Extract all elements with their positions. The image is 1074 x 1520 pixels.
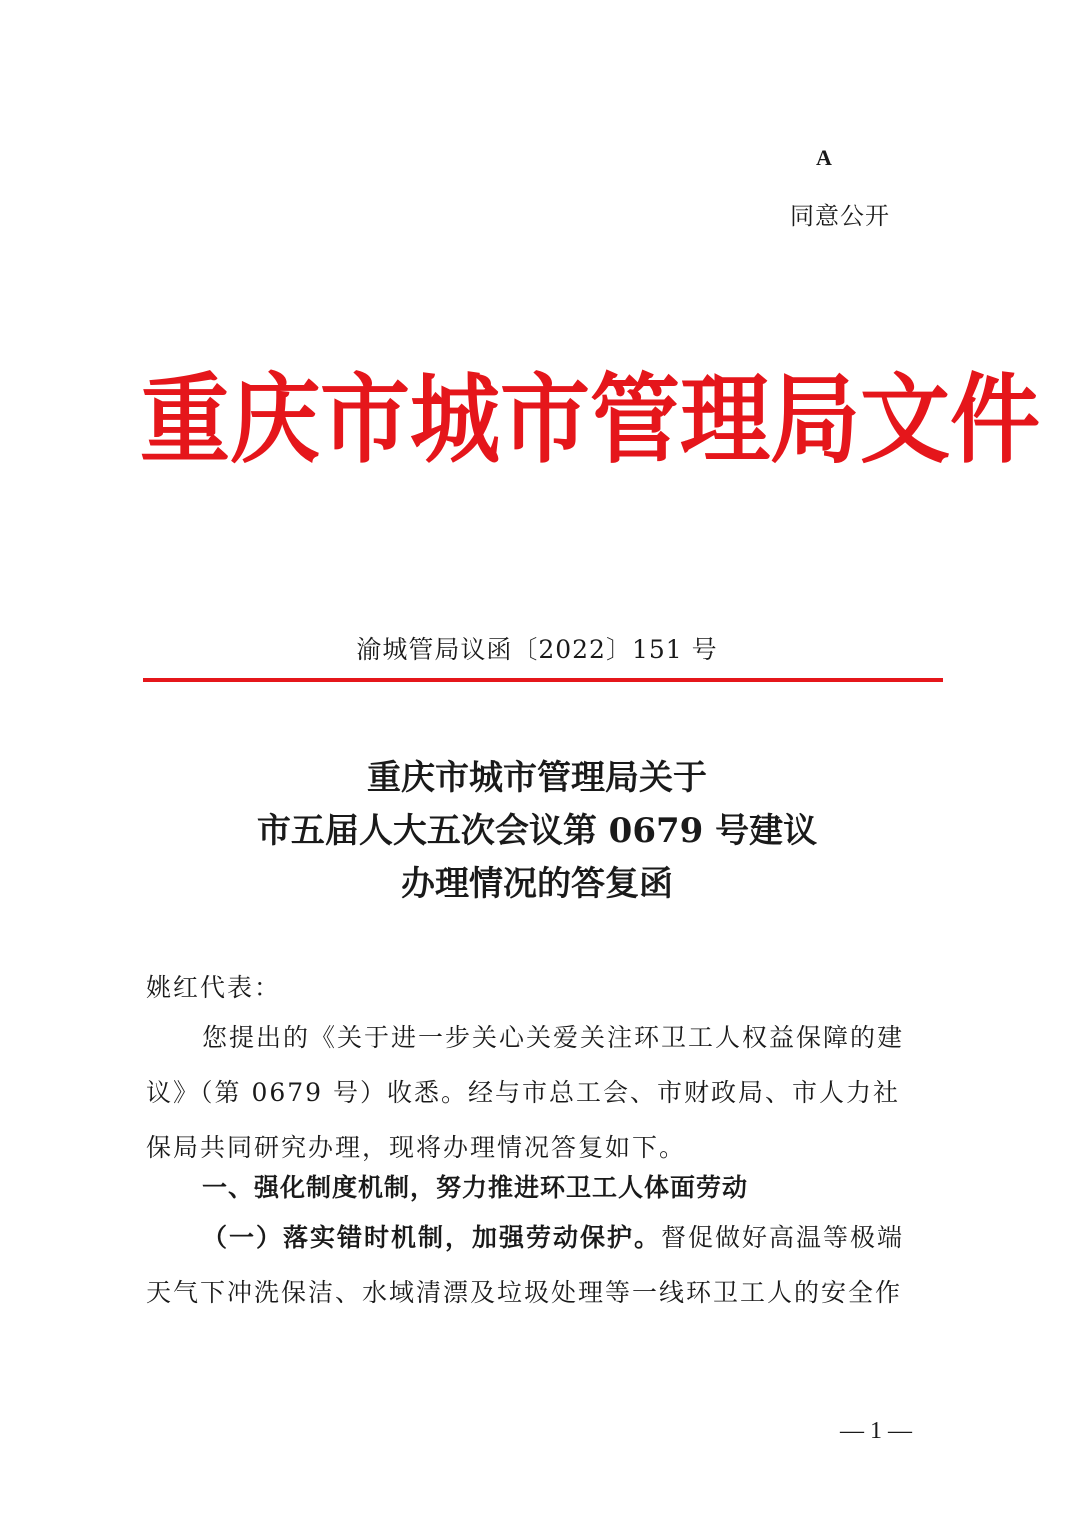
document-grade: A (816, 145, 832, 170)
paragraph-2 (146, 1210, 942, 1320)
red-masthead (140, 355, 1040, 485)
masthead-char: 市 (500, 362, 590, 478)
document-number: 渝城管局议函〔2022〕151 号 (356, 635, 718, 664)
masthead-char: 庆 (230, 362, 320, 478)
paragraph-1 (146, 1010, 942, 1175)
disclosure-status: 同意公开 (790, 202, 890, 230)
paragraph-1-line-3: 保局共同研究办理，现将办理情况答复如下。 (146, 1133, 687, 1162)
page-number: — 1 — (840, 1418, 912, 1444)
masthead-char: 管 (590, 362, 680, 478)
masthead-char: 城 (410, 362, 500, 478)
paragraph-2-line-1 (146, 1210, 942, 1265)
title-line-1: 重庆市城市管理局关于 (367, 758, 707, 798)
salutation: 姚红代表： (146, 973, 282, 1002)
section-heading-1: 一、强化制度机制，努力推进环卫工人体面劳动 (202, 1173, 749, 1202)
paragraph-1-line-2: 议》（第 0679 号）收悉。经与市总工会、市财政局、市人力社 (146, 1078, 901, 1107)
red-divider-line (143, 678, 943, 682)
paragraph-2-line-2: 天气下冲洗保洁、水域清漂及垃圾处理等一线环卫工人的安全作 (146, 1278, 903, 1307)
masthead-char: 重 (140, 362, 230, 478)
paragraph-1-line-1: 您提出的《关于进一步关心关爱关注环卫工人权益保障的建 (202, 1023, 905, 1052)
paragraph-2-line-1-rest: 督促做好高温等极端 (661, 1223, 905, 1252)
title-line-3: 办理情况的答复函 (401, 864, 673, 904)
masthead-char: 文 (860, 362, 950, 478)
paragraph-2-lead: （一）落实错时机制，加强劳动保护。 (202, 1223, 662, 1252)
masthead-char: 市 (320, 362, 410, 478)
masthead-char: 理 (680, 362, 770, 478)
masthead-char: 件 (950, 362, 1040, 478)
title-line-2: 市五届人大五次会议第 0679 号建议 (256, 811, 818, 851)
document-title (0, 752, 1074, 911)
masthead-char: 局 (770, 362, 860, 478)
